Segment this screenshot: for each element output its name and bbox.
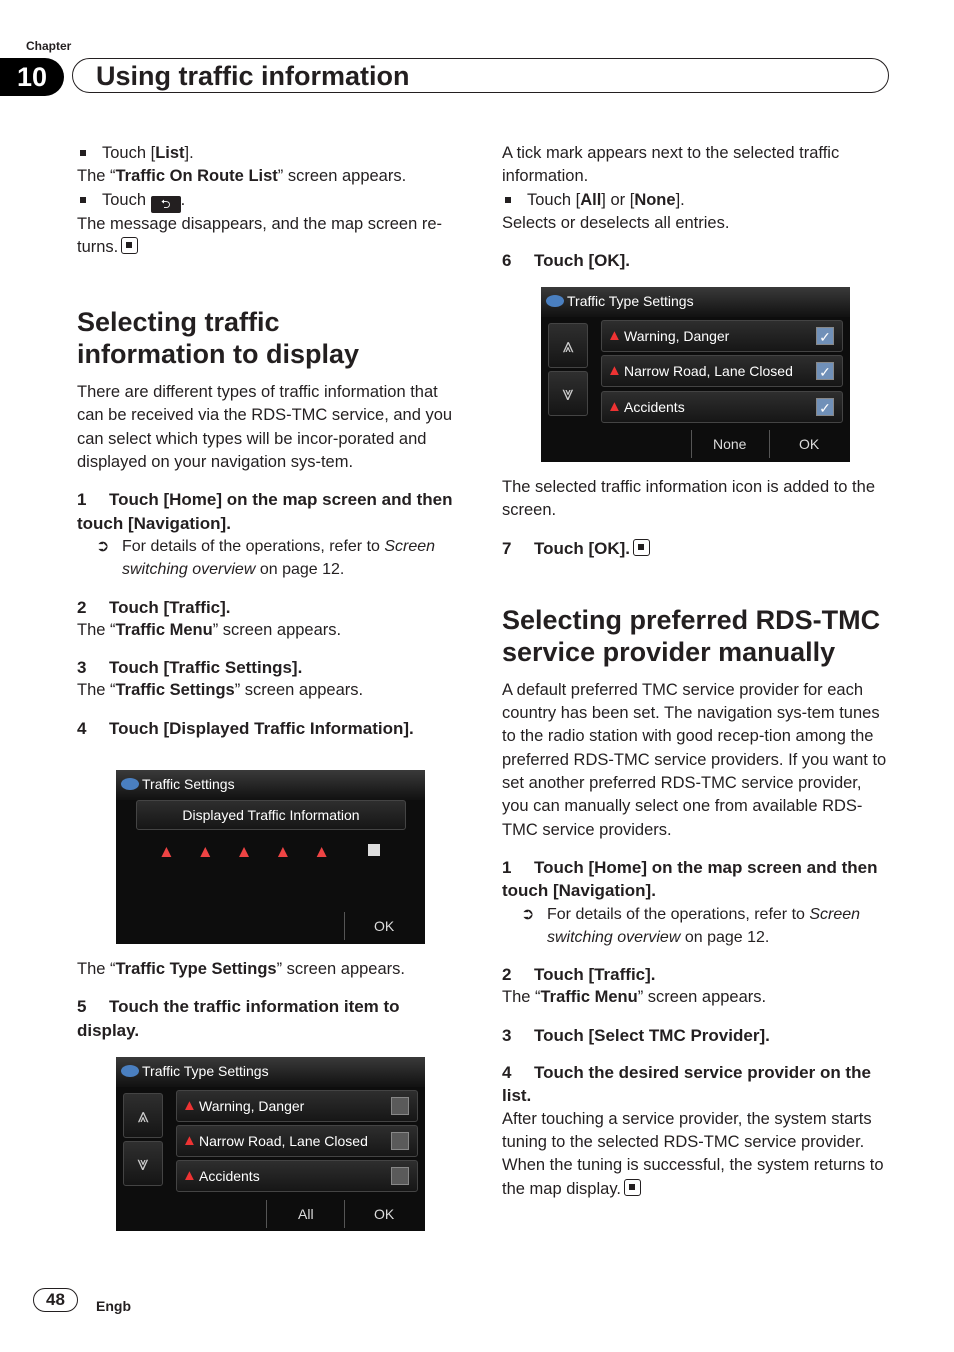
list-item[interactable]: ▲ Accidents <box>176 1160 418 1192</box>
paragraph: The selected traffic information icon is added to the screen. <box>502 478 875 520</box>
paragraph: The “Traffic On Route List” screen appears. <box>77 167 407 186</box>
none-button[interactable]: None <box>713 436 747 452</box>
info-icon <box>368 844 380 856</box>
warning-icon: ▲ <box>607 362 622 379</box>
step-4: 4 Touch [Displayed Traffic Information]. <box>77 718 414 738</box>
warning-icons: ▲▲▲▲▲ <box>158 842 353 861</box>
scroll-up-button[interactable]: ⩓ <box>123 1093 163 1138</box>
warning-icon: ▲ <box>182 1132 197 1149</box>
bullet-touch-all-none: Touch [All] or [None]. <box>502 189 892 212</box>
list-item[interactable]: ▲ Warning, Danger ✓ <box>601 320 843 352</box>
divider <box>266 1200 267 1228</box>
screen-traffic-type-settings-checked <box>541 287 850 462</box>
step-5: 5 Touch the traffic information item to display. <box>77 997 400 1040</box>
chapter-label: Chapter <box>26 39 72 53</box>
app-logo-icon <box>546 295 564 307</box>
step-2: 2 Touch [Traffic]. <box>77 597 231 617</box>
warning-icon: ▲ <box>182 1097 197 1114</box>
divider <box>344 912 345 940</box>
right-column <box>502 142 892 272</box>
screen-traffic-settings <box>116 770 425 944</box>
end-mark-icon <box>121 237 138 254</box>
paragraph: The “Traffic Menu” screen appears. <box>77 620 342 639</box>
ok-button[interactable]: OK <box>374 918 395 934</box>
right-column-lower <box>502 476 892 1201</box>
note: ➲ For details of the operations, refer to Screen switching overview on page 12. <box>77 535 462 582</box>
paragraph: The “Traffic Settings” screen appears. <box>77 681 364 700</box>
arrow-icon: ➲ <box>521 905 535 923</box>
step-6: 6 Touch [OK]. <box>502 251 630 271</box>
screen-traffic-type-settings <box>116 1057 425 1231</box>
bullet-touch-back: Touch ⮌ . <box>77 189 462 213</box>
chapter-title: Using traffic information <box>96 61 410 91</box>
step-4: 4 Touch the desired service provider on the list. <box>502 1063 871 1106</box>
page-number: 48 <box>33 1288 78 1312</box>
chapter-number: 10 <box>0 58 64 96</box>
left-column <box>77 142 462 740</box>
step-1: 1 Touch [Home] on the map screen and then touch [Navigation]. <box>77 490 453 533</box>
step-7: 7 Touch [OK]. <box>502 537 892 560</box>
scroll-down-button[interactable]: ⩔ <box>548 371 588 416</box>
paragraph: Selects or deselects all entries. <box>502 213 730 232</box>
step-1: 1 Touch [Home] on the map screen and then touch [Navigation]. <box>502 857 878 901</box>
list-item[interactable]: ▲ Narrow Road, Lane Closed ✓ <box>601 355 843 387</box>
checkmark-icon[interactable]: ✓ <box>816 327 834 345</box>
language-code: Engb <box>96 1298 131 1314</box>
checkmark-icon[interactable]: ✓ <box>816 398 834 416</box>
screen-title: Traffic Settings <box>142 776 235 792</box>
ok-button[interactable]: OK <box>799 436 820 452</box>
checkbox[interactable] <box>391 1132 409 1150</box>
paragraph: After touching a service provider, the system starts tuning to the selected RDS-TMC service provider. When the tuning is successful, the system returns to the map display. <box>502 1109 884 1198</box>
section-heading: Selecting traffic information to display <box>77 307 360 370</box>
paragraph: There are different types of traffic information that can be received via the RDS-TMC service, and you can select which types will be incor-porated and displayed on your navigation sys-tem. <box>77 383 453 472</box>
paragraph: A tick mark appears next to the selected traffic information. <box>502 144 840 186</box>
list-item[interactable]: ▲ Warning, Danger <box>176 1090 418 1122</box>
list-item[interactable]: ▲ Narrow Road, Lane Closed <box>176 1125 418 1157</box>
app-logo-icon <box>121 778 139 790</box>
divider <box>344 1200 345 1228</box>
checkbox[interactable] <box>391 1167 409 1185</box>
paragraph: The “Traffic Menu” screen appears. <box>502 988 767 1007</box>
list-item[interactable]: ▲ Accidents ✓ <box>601 391 843 423</box>
scroll-up-button[interactable]: ⩓ <box>548 323 588 368</box>
back-icon: ⮌ <box>151 196 181 213</box>
section-heading: Selecting preferred RDS-TMC service provider manually <box>502 604 881 667</box>
screen-title: Traffic Type Settings <box>567 293 694 309</box>
all-button[interactable]: All <box>298 1206 314 1222</box>
arrow-icon: ➲ <box>96 537 110 555</box>
left-column-lower <box>77 958 462 1042</box>
screen-title: Traffic Type Settings <box>142 1063 269 1079</box>
ok-button[interactable]: OK <box>374 1206 395 1222</box>
step-3: 3 Touch [Traffic Settings]. <box>77 658 303 678</box>
divider <box>691 430 692 458</box>
app-logo-icon <box>121 1065 139 1077</box>
warning-icon: ▲ <box>607 327 622 344</box>
warning-icon: ▲ <box>607 398 622 415</box>
step-2: 2 Touch [Traffic]. <box>502 965 656 985</box>
end-mark-icon <box>633 539 650 556</box>
checkmark-icon[interactable]: ✓ <box>816 362 834 380</box>
warning-icon: ▲ <box>182 1167 197 1184</box>
note: ➲ For details of the operations, refer to Screen switching overview on page 12. <box>502 903 892 950</box>
bullet-touch-list: Touch [List]. <box>77 142 462 165</box>
paragraph: The message disappears, and the map screen re-turns. <box>77 214 443 256</box>
paragraph: The “Traffic Type Settings” screen appears. <box>77 960 405 978</box>
displayed-traffic-info-button[interactable]: Displayed Traffic Information <box>136 800 406 830</box>
checkbox[interactable] <box>391 1097 409 1115</box>
end-mark-icon <box>624 1179 641 1196</box>
divider <box>769 430 770 458</box>
step-3: 3 Touch [Select TMC Provider]. <box>502 1025 770 1045</box>
scroll-down-button[interactable]: ⩔ <box>123 1141 163 1186</box>
paragraph: A default preferred TMC service provider for each country has been set. The navigation sys-tem tunes to the radio station with good recep-tion among the preferred RDS-TMC service providers. If you want to set another preferred RDS-TMC service provider, you can manually select one from available RDS-TMC service providers. <box>502 680 887 839</box>
